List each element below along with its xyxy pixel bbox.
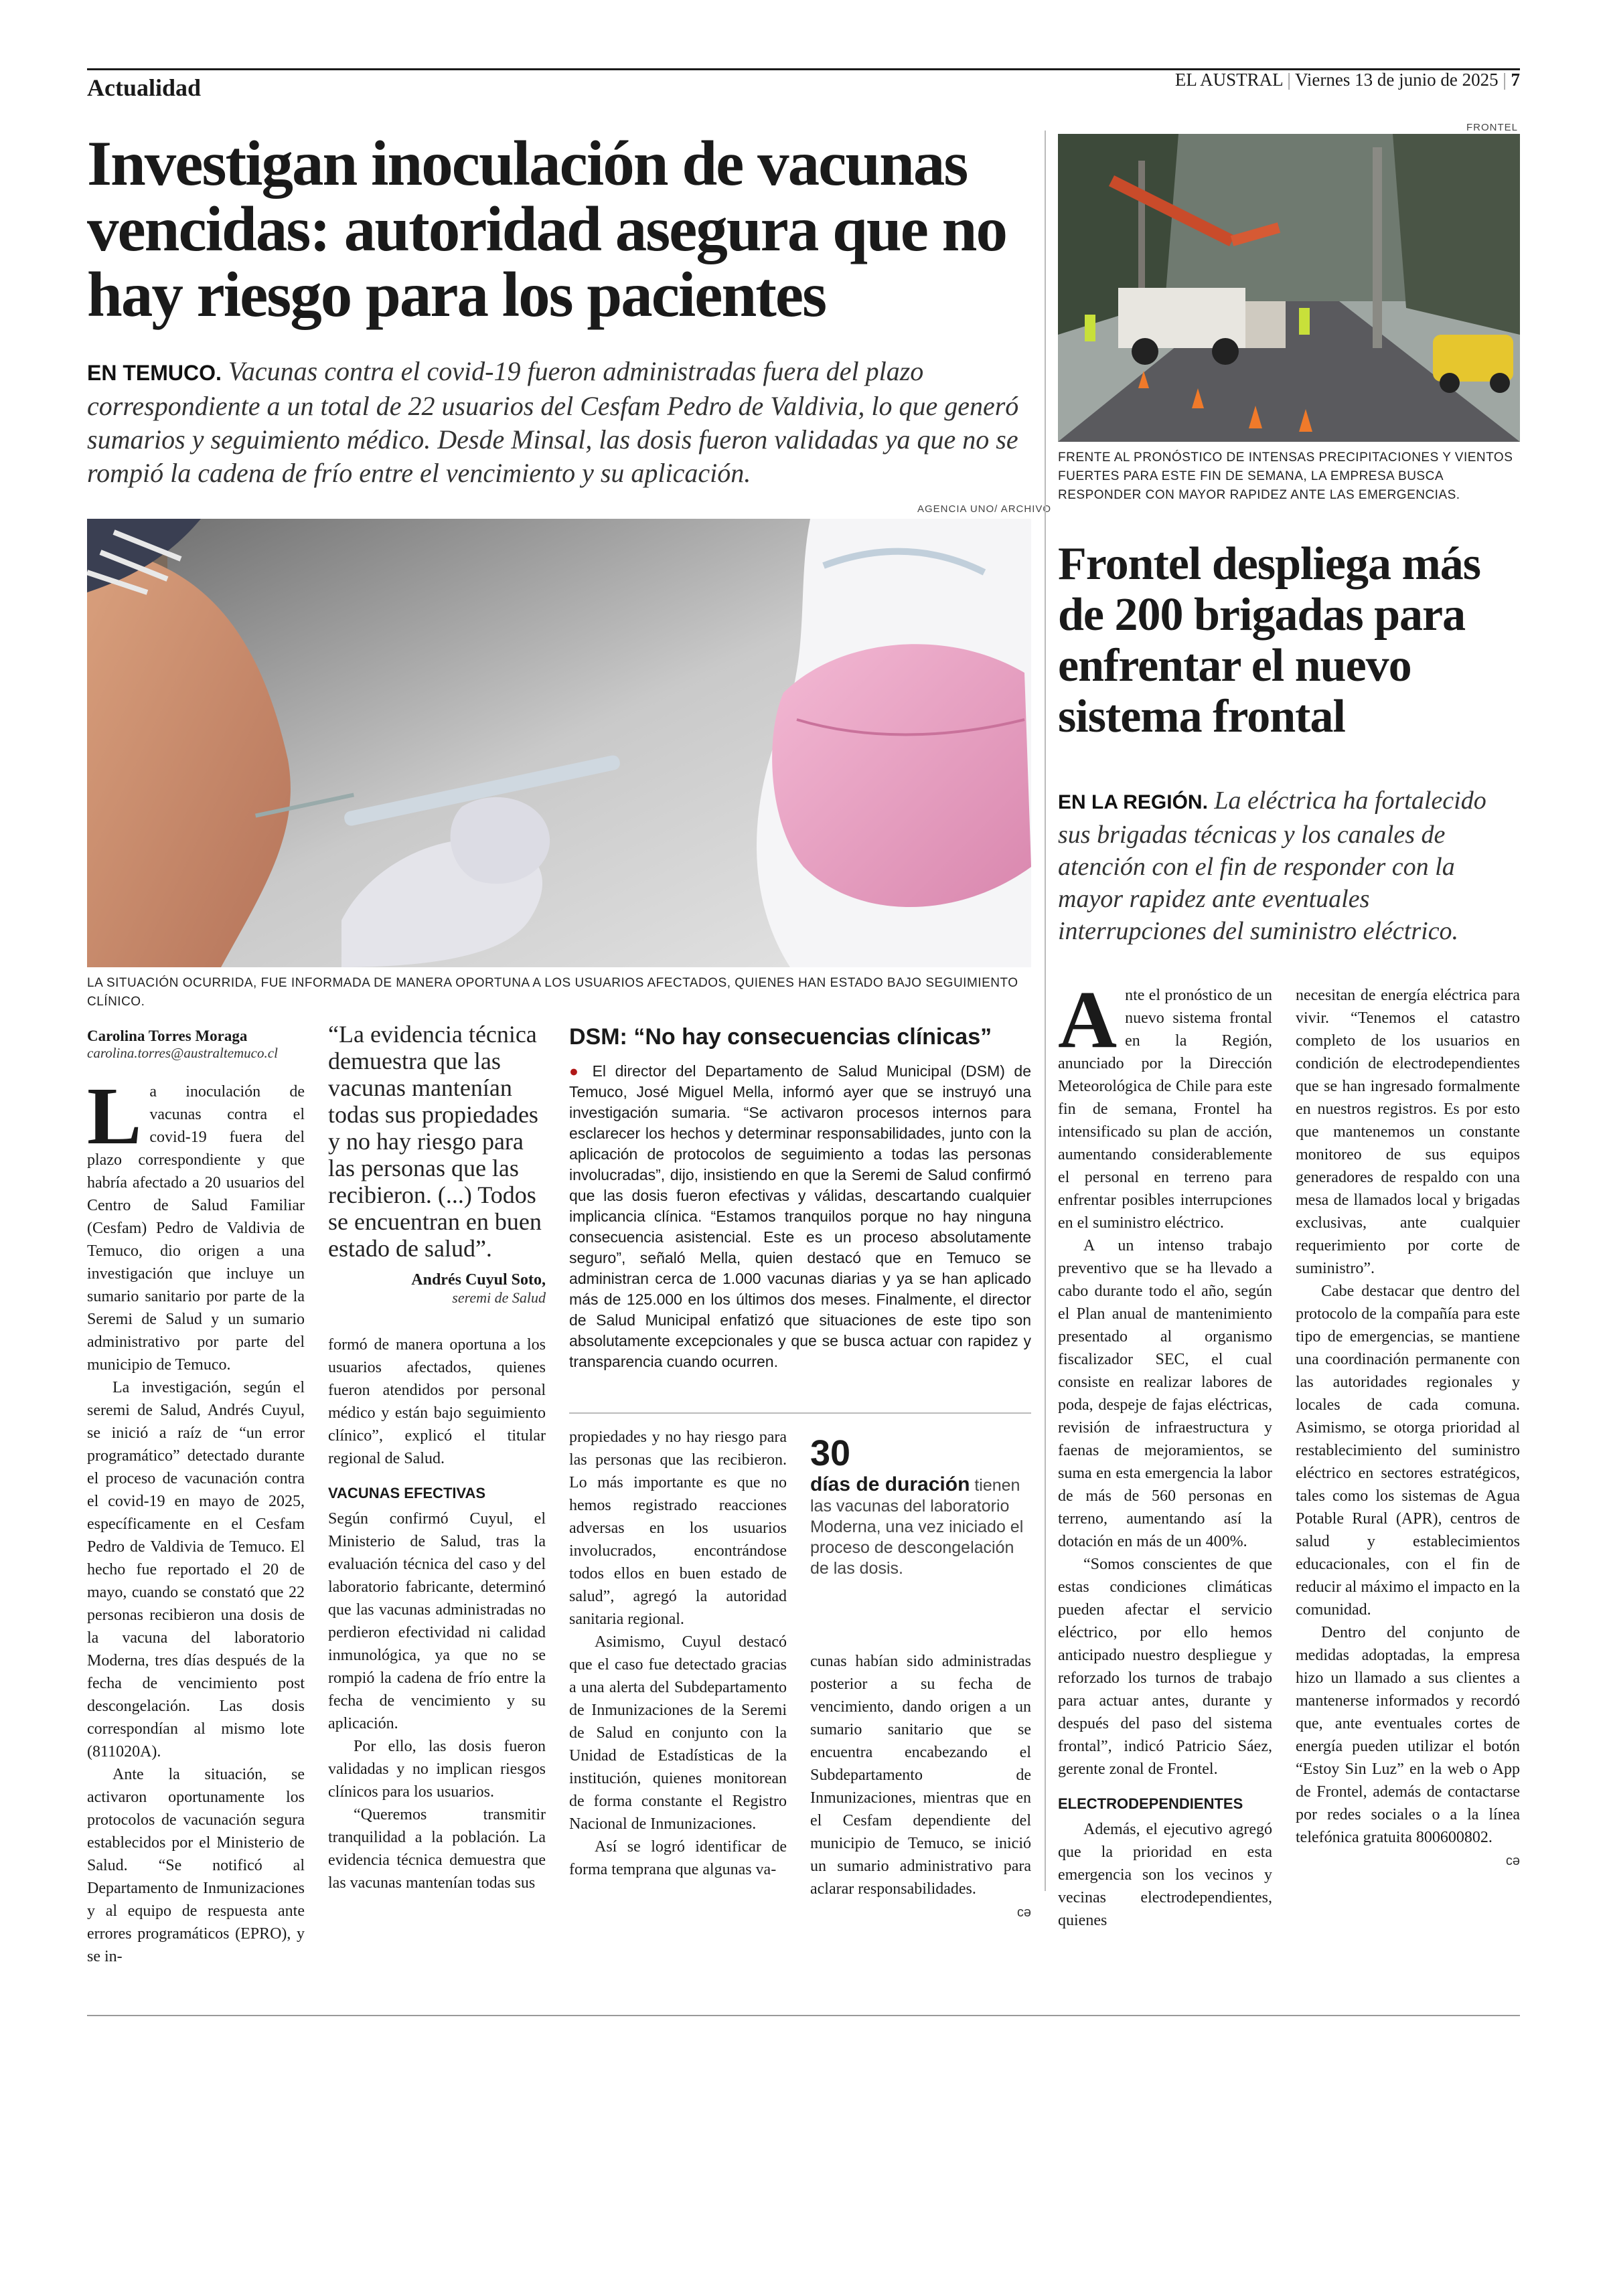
main-col-2 [328, 1021, 546, 1894]
section-label: Actualidad [87, 74, 202, 101]
paragraph: “Queremos transmitir tranquilidad a la población. La evidencia técnica demuestra que las vacunas mantenían todas sus [328, 1806, 546, 1892]
paragraph: necesitan de energía eléctrica para vivir. “Tenemos el catastro completo de los usuarios en condición de electrodependientes que se han ingresado formalmente en nuestros registros. Es por esto que mantenemos un constante monitoreo de sus equipos generadores de respaldo con una mesa de llamados local y brigadas exclusivas, ante cualquier requerimiento por corte de suministro”. [1296, 987, 1520, 1277]
paragraph: Ante el pronóstico de un nuevo sistema frontal en la Región, anunciado por la Dirección Meteorológica de Chile para este fin de semana, Frontel ha intensificado su plan de acción, aumentando considerablemente el personal en terreno para enfrentar posibles interrupciones en el suministro eléctrico. [1058, 975, 1272, 1232]
paragraph: Ante la situación, se activaron oportunamente los protocolos de vacunación segura establecidos por el Ministerio de Salud. “Se notificó al Departamento de Inmunizaciones y al equipo de respuesta ante errores programáticos (EPRO), y se in- [87, 1766, 305, 1965]
page-number: 7 [1511, 70, 1520, 90]
main-photo-caption: LA SITUACIÓN OCURRIDA, FUE INFORMADA DE MANERA OPORTUNA A LOS USUARIOS AFECTADOS, QUIENES HAN ESTADO BAJO SEGUIMIENTO CLÍNICO. [87, 976, 1018, 1009]
end-mark-icon: cə [1505, 1854, 1520, 1868]
subhead-vacunas: VACUNAS EFECTIVAS [328, 1485, 486, 1501]
dsm-box-title: DSM: “No hay consecuencias clínicas” [569, 1024, 992, 1050]
side-photo-caption: FRENTE AL PRONÓSTICO DE INTENSAS PRECIPITACIONES Y VIENTOS FUERTES PARA ESTE FIN DE SEMANA, LA EMPRESA BUSCA RESPONDER CON MAYOR RAPIDEZ ANTE LAS EMERGENCIAS. [1058, 450, 1513, 502]
fact-text: días de duración tienen las vacunas del laboratorio Moderna, una vez iniciado el proceso de descongelación de las dosis. [810, 1473, 1024, 1578]
paper-name: EL AUSTRAL [1174, 70, 1283, 90]
side-deck [1058, 785, 1520, 947]
paragraph: formó de manera oportuna a los usuarios afectados, quienes fueron atendidos por personal médico y están bajo seguimiento clínico”, explicó el titular regional de Salud. [328, 1336, 546, 1467]
quote-name: Andrés Cuyul Soto, [411, 1271, 546, 1289]
side-kicker: EN LA REGIÓN. [1058, 791, 1208, 813]
paragraph: Asimismo, Cuyul destacó que el caso fue detectado gracias a una alerta del Subdepartamento de Inmunizaciones de la Seremi de Salud en conjunto con la Unidad de Estadísticas de la institución, quienes monitorean de forma constante el Registro Nacional de Inmunizaciones. [569, 1633, 787, 1833]
side-photo-credit: FRONTEL [1466, 122, 1519, 133]
main-deck [87, 355, 1045, 490]
dropcap-letter: A [1058, 975, 1118, 1065]
column-divider [1045, 131, 1046, 1891]
dropcap-letter: L [87, 1071, 142, 1161]
paragraph: Dentro del conjunto de medidas adoptadas, la empresa hizo un llamado a sus clientes a mantenerse informados y recordó que, ante eventuales cortes de energía pueden utilizar el botón “Estoy Sin Luz” en la web o App de Frontel, además de contactarse por redes sociales o a la línea telefónica gratuita 800600802. [1296, 1624, 1520, 1846]
side-col-1 [1058, 975, 1272, 1932]
main-kicker: EN TEMUCO. [87, 361, 222, 385]
vaccination-photo [87, 519, 1031, 967]
byline-name: Carolina Torres Moraga [87, 1028, 248, 1044]
paragraph: Por ello, las dosis fueron validadas y no implican riesgos clínicos para los usuarios. [328, 1738, 546, 1801]
side-headline: Frontel despliega más de 200 brigadas para enfrentar el nuevo sistema frontal [1058, 538, 1481, 742]
end-mark-icon: cə [1016, 1905, 1031, 1920]
paragraph: propiedades y no hay riesgo para las personas que las recibieron. Lo más importante es que no hemos registrado reacciones adversas en los usuarios involucrados, encontrándose todos ellos en buen estado de salud”, agregó la autoridad sanitaria regional. [569, 1428, 787, 1628]
paragraph: Según confirmó Cuyul, el Ministerio de Salud, tras la evaluación técnica del caso y del laboratorio fabricante, determinó que las vacunas administradas no perdieron efectividad ni calidad inmunológica, ya que no se rompió la cadena de frío entre la fecha de vencimiento y su aplicación. [328, 1510, 546, 1732]
paragraph: Cabe destacar que dentro del protocolo de la compañía para este tipo de emergencias, se mantiene una coordinación permanente con las autoridades regionales y locales de cada comuna. Asimismo, se otorga prioridad al restablecimiento del suministro eléctrico en sectores estratégicos, tales como los sistemas de Agua Potable Rural (APR), centros de salud y establecimientos educacionales, con el fin de reducir al máximo el impacto en la comunidad. [1296, 1283, 1520, 1619]
main-deck-text: Vacunas contra el covid-19 fueron administradas fuera del plazo correspondiente a un total de 22 usuarios del Cesfam Pedro de Valdivia, lo que generó sumarios y seguimiento médico. Desde Minsal, las dosis fueron validadas ya que no se rompió la cadena de frío entre el vencimiento y su aplicación. [87, 356, 1019, 488]
main-photo-credit: AGENCIA UNO/ ARCHIVO [917, 503, 1052, 515]
main-col-1-text [87, 1071, 305, 1968]
side-col-2 [1296, 984, 1520, 1872]
paragraph: “Somos conscientes de que estas condiciones climáticas pueden afectar el servicio eléctrico, por ello hemos anticipado nuestro despliegue y reforzado los turnos de trabajo para actuar antes, durante y después del paso del sistema frontal”, indicó Patricio Sáez, gerente zonal de Frontel. [1058, 1556, 1272, 1778]
byline-email: carolina.torres@australtemuco.cl [87, 1045, 278, 1061]
main-col-3 [569, 1426, 787, 1881]
main-col-4 [810, 1650, 1031, 1924]
dsm-box-text: ● El director del Departamento de Salud Municipal (DSM) de Temuco, José Miguel Mella, informó ayer que se instruyó una investigación sumaria. “Se activaron procesos internos para esclarecer los hechos y determinar responsabilidades, junto con la aplicación de protocolos de seguimiento a todas las personas involucradas”, dijo, insistiendo en que la Seremi de Salud confirmó que las dosis fueron efectivas y válidas, descartando cualquier implicancia clínica. “Estamos tranquilos porque no hay ninguna consecuencia asistencial. Este es un proceso absolutamente seguro”, señaló Mella, quien destacó que en Temuco se administran cerca de 1.000 vacunas diarias y ya se han aplicado más de 125.000 en los últimos dos meses. Finalmente, el director de Salud Municipal enfatizó que situaciones de este tipo son absolutamente excepcionales y que se busca actuar con rapidez y transparencia cuando ocurren. [569, 1062, 1032, 1370]
paragraph: Además, el ejecutivo agregó que la prioridad en esta emergencia son los vecinos y vecinas electrodependientes, quienes [1058, 1821, 1272, 1929]
masthead: EL AUSTRAL | Viernes 13 de junio de 2025 | 7 [1174, 70, 1520, 90]
paragraph: cunas habían sido administradas posterior a su fecha de vencimiento, dando origen a un sumario sanitario que se encuentra encabezando el Subdepartamento de Inmunizaciones, mientras que en el Cesfam dependiente del municipio de Temuco, se inició un sumario administrativo para aclarar responsabilidades. [810, 1653, 1031, 1898]
dsm-box [569, 1024, 1031, 1372]
bullet-icon: ● [569, 1062, 584, 1080]
paragraph: Así se logró identificar de forma temprana que algunas va- [569, 1838, 787, 1878]
side-deck-text: La eléctrica ha fortalecido sus brigadas técnicas y los canales de atención con el fin de responder con la mayor rapidez ante eventuales interrupciones del suministro eléctrico. [1058, 787, 1486, 945]
main-col-2-text [328, 1333, 546, 1894]
paragraph: A un intenso trabajo preventivo que se ha llevado a cabo durante todo el año, según el Plan anual de mantenimiento presentado al organismo fiscalizador SEC, el cual consiste en realizar labores de poda, despeje de fajas eléctricas, revisión de infraestructura y faenas de mejoramientos, se suma en esta emergencia la labor de más de 560 personas en terreno, aumentando así la dotación en más de un 400%. [1058, 1237, 1272, 1550]
paragraph: La investigación, según el seremi de Salud, Andrés Cuyul, se inició a raíz de “un error programático” detectado durante el proceso de vacunación contra el covid-19 en mayo de 2025, específicamente en el Cesfam Pedro de Valdivia de Temuco. El hecho fue reportado el 20 de mayo, cuando se constató que 22 personas recibieron una dosis de la vacuna del laboratorio Moderna, tres días después de la fecha de vencimiento post descongelación. Las dosis correspondían al mismo lote (811020A). [87, 1379, 305, 1760]
subhead-electrodependientes: ELECTRODEPENDIENTES [1058, 1795, 1243, 1812]
pull-quote: “La evidencia técnica demuestra que las vacunas mantenían todas sus propiedades y no hay riesgo para las personas que las recibieron. (...) Todos se encuentran en buen estado de salud”. [328, 1021, 542, 1262]
box-divider [569, 1412, 1031, 1414]
quote-role: seremi de Salud [452, 1289, 546, 1306]
bottom-rule [87, 2015, 1520, 2016]
issue-date: Viernes 13 de junio de 2025 [1295, 70, 1499, 90]
fact-number: 30 [810, 1433, 851, 1473]
fact-label: días de duración [810, 1473, 970, 1495]
fact-box [810, 1432, 1031, 1579]
frontel-photo [1058, 134, 1520, 442]
main-headline: Investigan inoculación de vacunas vencidas: autoridad asegura que no hay riesgo para los pacientes [87, 128, 1007, 330]
paragraph: La inoculación de vacunas contra el covid-19 fuera del plazo correspondiente y que habría afectado a 20 usuarios del Centro de Salud Familiar (Cesfam) Pedro de Valdivia de Temuco, dio origen a una investigación que incluye un sumario sanitario por parte de la Seremi de Salud y un sumario administrativo por parte del municipio de Temuco. [87, 1071, 305, 1374]
main-col-1 [87, 1028, 305, 1968]
